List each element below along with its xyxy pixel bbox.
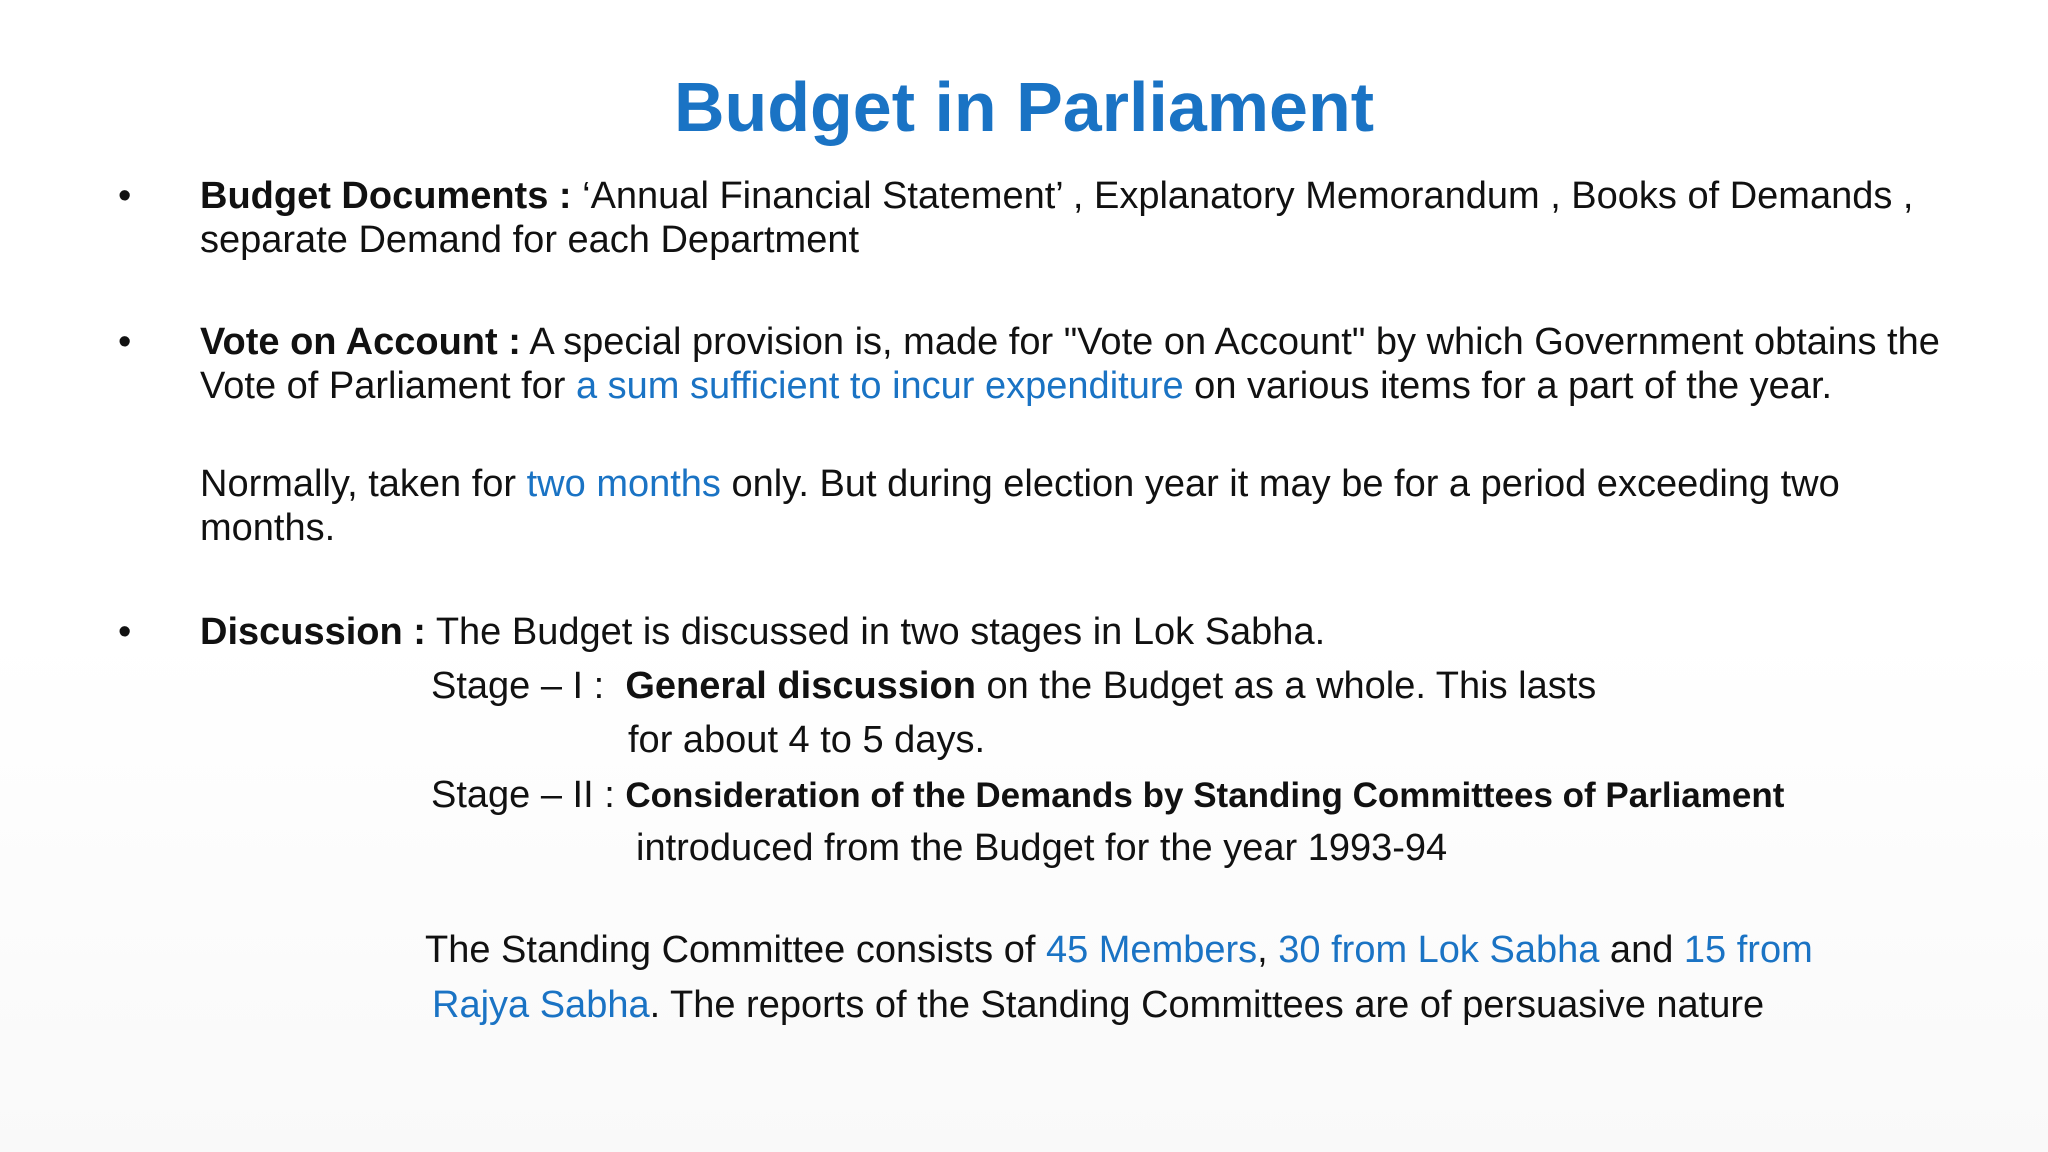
slide-title: Budget in Parliament [673,68,1375,146]
budget-documents-text: ‘Annual Financial Statement’ , Explanatory Memorandum , Books of Demands , separate Demand for each Department [200,175,1914,261]
bullet-marker: • [118,175,132,217]
bullet-marker: • [118,321,132,363]
committee-text-end: . The reports of the Standing Committees are of persuasive nature [649,984,1765,1026]
stage-2-line [431,773,1784,818]
vote-on-account-text: A special provision is, made for "Vote on Account" by which Government obtains the Vote of Parliament for [200,321,1940,407]
committee-text: The Standing Committee consists of [425,929,1046,971]
sum-sufficient-highlight: a sum sufficient to incur expenditure [575,365,1184,407]
budget-documents-paragraph [200,174,1960,262]
stage-1-continuation: for about 4 to 5 days. [628,719,986,761]
members-highlight: 45 Members [1045,929,1258,971]
standing-committee-line-1 [425,928,1813,972]
stage-1-prefix: Stage – I : [431,665,626,707]
vote-on-account-paragraph [200,320,1960,408]
rajya-sabha-highlight-start: 15 from [1683,929,1813,971]
note-text: Normally, taken for [200,463,527,505]
rajya-sabha-highlight-end: Rajya Sabha [432,984,650,1026]
two-months-highlight: two months [526,463,721,505]
lok-sabha-highlight: 30 from Lok Sabha [1278,929,1600,971]
committee-comma: , [1257,929,1279,971]
stage-2-continuation: introduced from the Budget for the year 1993-94 [636,827,1448,869]
standing-committee-line-2 [432,983,1764,1027]
vote-on-account-text-end: on various items for a part of the year. [1183,365,1833,407]
vote-on-account-label: Vote on Account : [200,321,521,363]
note-text-end: only. But during election year it may be for a period exceeding two months. [200,463,1840,549]
stage-2-prefix: Stage – II : [431,774,626,816]
committee-and: and [1599,929,1684,971]
stage-1-bold: General discussion [625,665,976,707]
budget-documents-label: Budget Documents : [200,175,572,217]
stage-1-text: on the Budget as a whole. This lasts [975,665,1597,707]
stage-1-line [431,664,1596,708]
discussion-paragraph [200,610,1960,654]
discussion-text: The Budget is discussed in two stages in Lok Sabha. [425,611,1326,653]
vote-on-account-note [200,462,1960,550]
discussion-label: Discussion : [200,611,426,653]
stage-2-bold: Consideration of the Demands by Standing Committees of Parliament [625,776,1785,815]
bullet-marker: • [118,611,132,653]
